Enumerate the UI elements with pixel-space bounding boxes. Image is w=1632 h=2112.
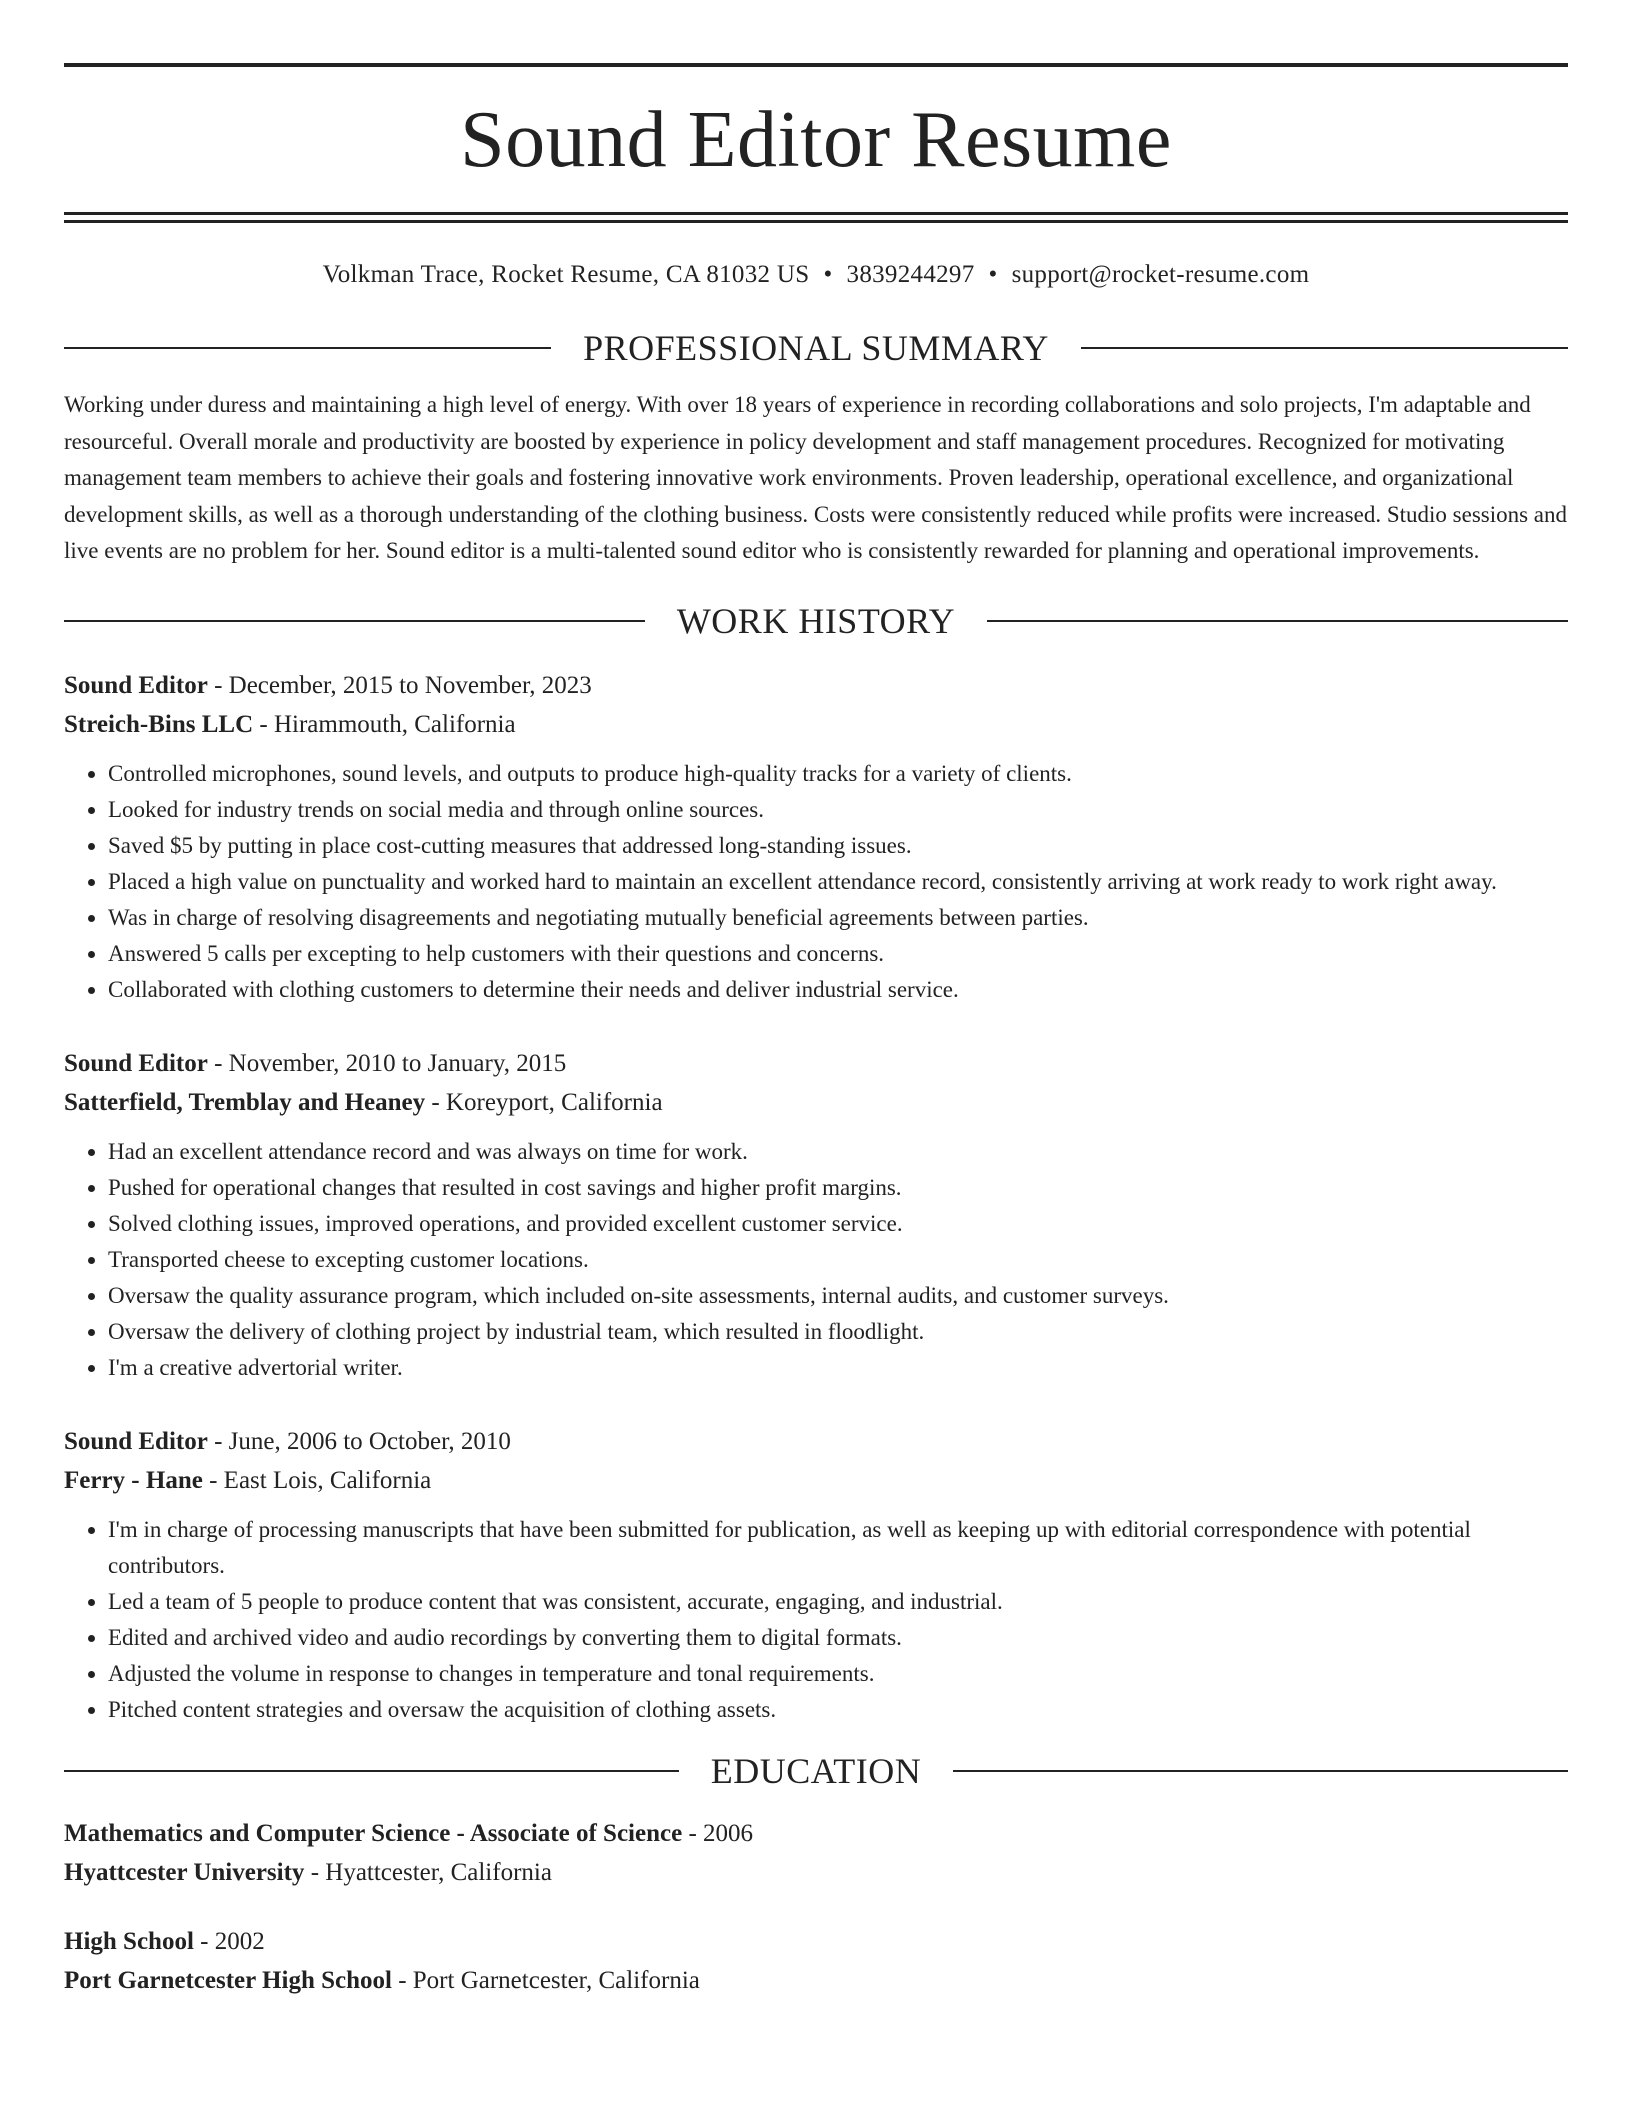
education-degree-line — [64, 1814, 1568, 1853]
education-year: - 2006 — [682, 1819, 754, 1847]
job-bullet: • Pushed for operational changes that resulted in cost savings and higher profit margins. — [108, 1170, 1568, 1206]
education-school-line — [64, 1853, 1568, 1892]
job-entry — [64, 666, 1568, 1008]
section-header-work — [64, 600, 1568, 642]
job-role-line — [64, 666, 1568, 705]
job-bullet: • Placed a high value on punctuality and worked hard to maintain an excellent attendance record, consistently arriving at work ready to work right away. — [108, 864, 1568, 900]
section-rule-right — [987, 620, 1568, 622]
education-degree-line — [64, 1922, 1568, 1961]
job-bullet: • Pitched content strategies and oversaw the acquisition of clothing assets. — [108, 1692, 1568, 1728]
education-entry — [64, 1922, 1568, 2000]
job-company: Ferry - Hane — [64, 1466, 203, 1494]
job-bullet: • I'm a creative advertorial writer. — [108, 1350, 1568, 1386]
contact-email: support@rocket-resume.com — [1011, 261, 1310, 288]
education-location: - Hyattcester, California — [304, 1858, 552, 1886]
contact-address: Volkman Trace, Rocket Resume, CA 81032 US — [322, 261, 810, 288]
job-bullet: • Collaborated with clothing customers to determine their needs and deliver industrial service. — [108, 972, 1568, 1008]
contact-phone: 3839244297 — [846, 261, 975, 288]
job-entry — [64, 1422, 1568, 1728]
job-bullet: • Oversaw the quality assurance program, which included on-site assessments, internal audits, and customer surveys. — [108, 1278, 1568, 1314]
job-bullet: • Adjusted the volume in response to changes in temperature and tonal requirements. — [108, 1656, 1568, 1692]
job-role: Sound Editor — [64, 671, 208, 699]
section-rule-right — [953, 1770, 1568, 1772]
education-location: - Port Garnetcester, California — [391, 1966, 700, 1994]
education-entry — [64, 1814, 1568, 1892]
contact-line — [64, 259, 1568, 291]
job-bullets — [64, 1512, 1568, 1728]
job-bullet: • Controlled microphones, sound levels, and outputs to produce high-quality tracks for a variety of clients. — [108, 756, 1568, 792]
job-location: - East Lois, California — [202, 1466, 432, 1494]
job-location: - Hirammouth, California — [253, 710, 516, 738]
job-role: Sound Editor — [64, 1049, 208, 1077]
section-rule-right — [1081, 347, 1568, 349]
summary-paragraph: Working under duress and maintaining a high level of energy. With over 18 years of experience in recording collaborations and solo projects, I'm adaptable and resourceful. Overall morale and productivity are boosted by experience in policy development and staff management procedures. Recognized for motivating management team members to achieve their goals and fostering innovative work environments. Proven leadership, operational excellence, and organizational development skills, as well as a thorough understanding of the clothing business. Costs were consistently reduced while profits were increased. Studio sessions and live events are no problem for her. Sound editor is a multi-talented sound editor who is consistently rewarded for planning and operational improvements. — [64, 392, 1568, 563]
job-bullet: • Solved clothing issues, improved operations, and provided excellent customer service. — [108, 1206, 1568, 1242]
job-bullet: • Edited and archived video and audio recordings by converting them to digital formats. — [108, 1620, 1568, 1656]
contact-separator: • — [823, 261, 833, 288]
title-double-rule — [64, 212, 1568, 223]
education-degree: High School — [64, 1927, 194, 1955]
job-bullet: • Had an excellent attendance record and was always on time for work. — [108, 1134, 1568, 1170]
job-dates: - December, 2015 to November, 2023 — [207, 671, 592, 699]
section-rule-left — [64, 1770, 679, 1772]
job-bullet: • Was in charge of resolving disagreements and negotiating mutually beneficial agreements between parties. — [108, 900, 1568, 936]
section-header-education — [64, 1750, 1568, 1792]
job-company-line — [64, 705, 1568, 744]
education-degree: Mathematics and Computer Science - Associate of Science — [64, 1819, 683, 1847]
job-company-line — [64, 1461, 1568, 1500]
job-bullet: • Oversaw the delivery of clothing project by industrial team, which resulted in floodlight. — [108, 1314, 1568, 1350]
section-title-education: EDUCATION — [710, 1750, 922, 1791]
section-title-summary: PROFESSIONAL SUMMARY — [583, 328, 1049, 368]
education-school: Port Garnetcester High School — [64, 1966, 392, 1994]
section-title-work: WORK HISTORY — [676, 600, 956, 641]
resume-title: Sound Editor Resume — [460, 96, 1172, 184]
job-bullet: • Transported cheese to excepting customer locations. — [108, 1242, 1568, 1278]
job-bullet: • Led a team of 5 people to produce content that was consistent, accurate, engaging, and industrial. — [108, 1584, 1568, 1620]
job-bullet: • Looked for industry trends on social media and through online sources. — [108, 792, 1568, 828]
education-school-line — [64, 1961, 1568, 2000]
job-company: Satterfield, Tremblay and Heaney — [64, 1088, 426, 1116]
job-dates: - June, 2006 to October, 2010 — [207, 1427, 511, 1455]
section-rule-left — [64, 620, 645, 622]
job-role-line — [64, 1044, 1568, 1083]
job-role: Sound Editor — [64, 1427, 208, 1455]
job-bullet: • Answered 5 calls per excepting to help customers with their questions and concerns. — [108, 936, 1568, 972]
education-school: Hyattcester University — [64, 1858, 305, 1886]
contact-separator: • — [988, 261, 998, 288]
job-bullets — [64, 756, 1568, 1008]
job-bullet: • I'm in charge of processing manuscripts that have been submitted for publication, as well as keeping up with editorial correspondence with potential contributors. — [108, 1512, 1568, 1584]
job-company-line — [64, 1083, 1568, 1122]
job-entry — [64, 1044, 1568, 1386]
section-header-summary — [64, 327, 1568, 369]
section-rule-left — [64, 347, 551, 349]
job-role-line — [64, 1422, 1568, 1461]
education-year: - 2002 — [193, 1927, 265, 1955]
job-location: - Koreyport, California — [425, 1088, 663, 1116]
job-bullets — [64, 1134, 1568, 1386]
job-dates: - November, 2010 to January, 2015 — [207, 1049, 567, 1077]
job-company: Streich-Bins LLC — [64, 710, 254, 738]
job-bullet: • Saved $5 by putting in place cost-cutting measures that addressed long-standing issues. — [108, 828, 1568, 864]
